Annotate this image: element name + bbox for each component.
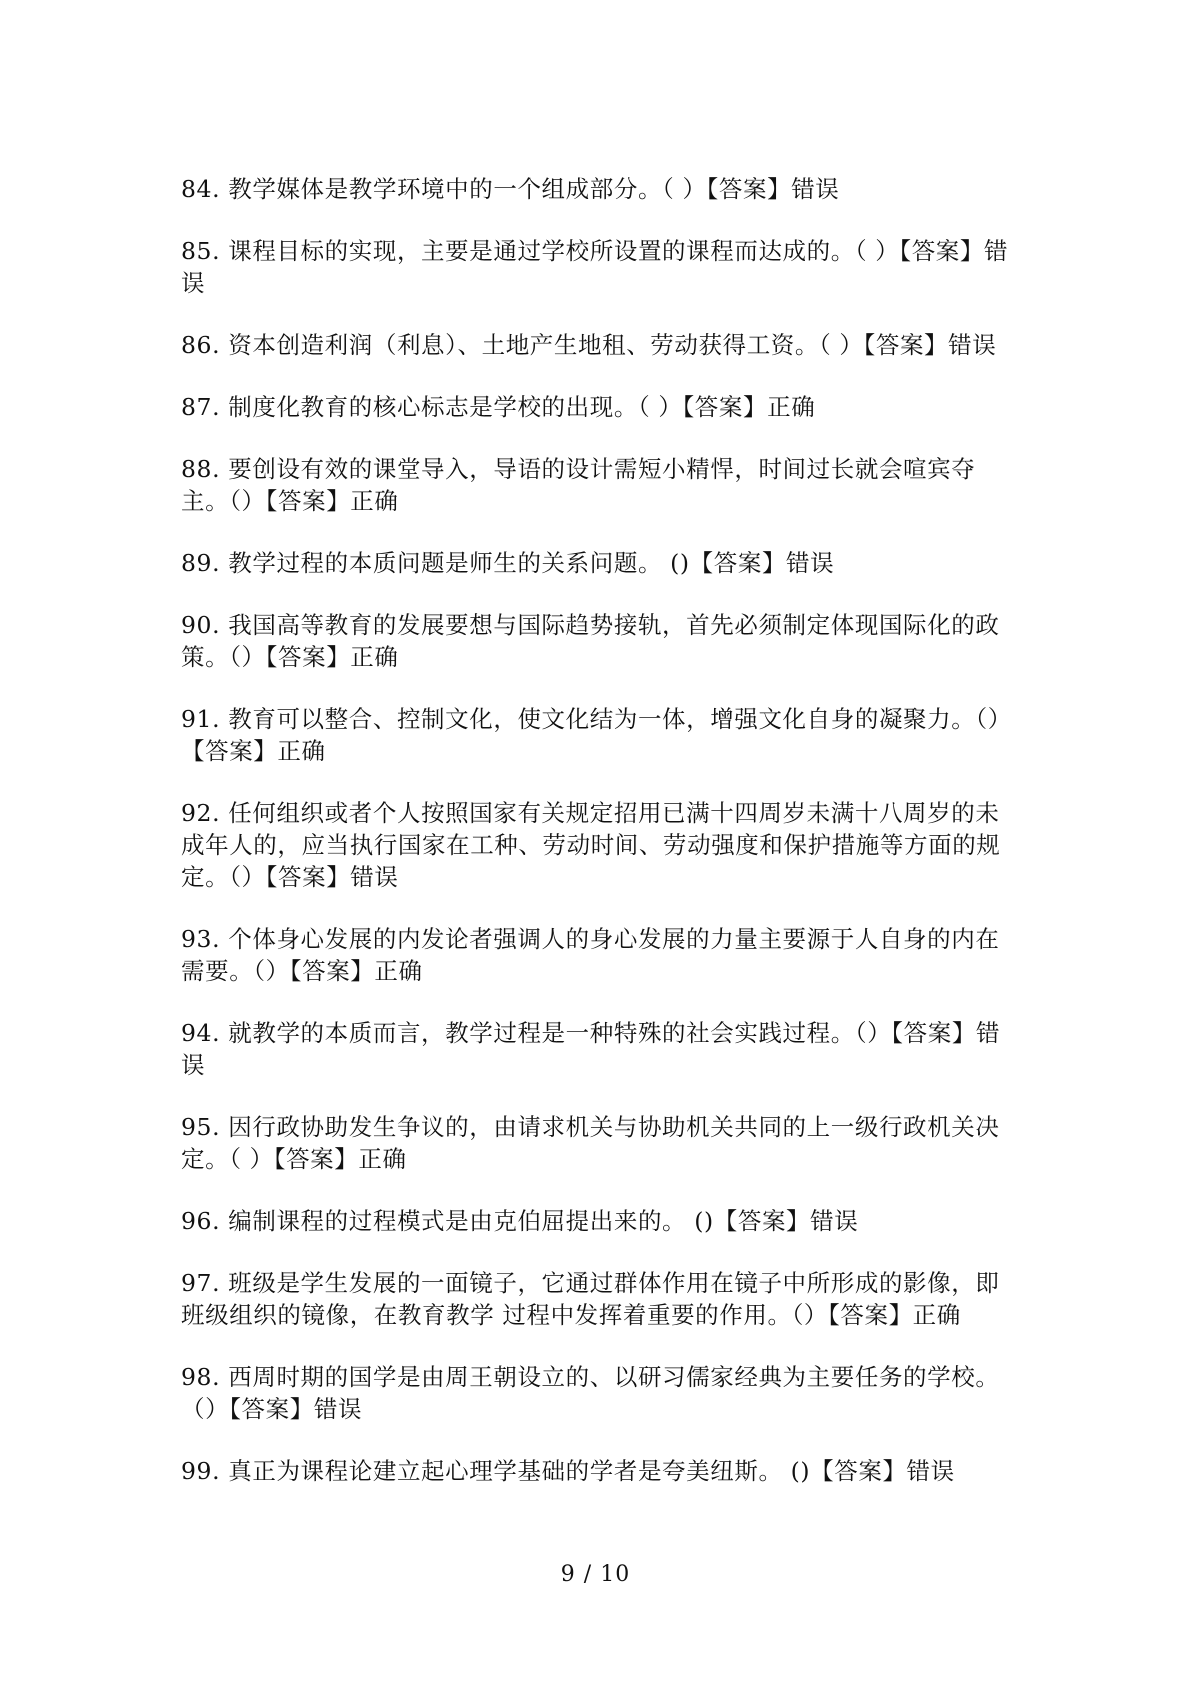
question-97: 97. 班级是学生发展的一面镜子，它通过群体作用在镜子中所形成的影像，即班级组织的镜像，在教育教学 过程中发挥着重要的作用。（）【答案】正确 [181, 1269, 1000, 1329]
page-number: 9 / 10 [560, 1562, 631, 1587]
question-list [181, 173, 1016, 1517]
question-88: 88. 要创设有效的课堂导入，导语的设计需短小精悍，时间过长就会喧宾夺主。（）【答案】正确 [181, 455, 976, 515]
question-96: 96. 编制课程的过程模式是由克伯屈提出来的。 ()【答案】错误 [181, 1207, 859, 1235]
question-89: 89. 教学过程的本质问题是师生的关系问题。 ()【答案】错误 [181, 549, 835, 577]
question-91: 91. 教育可以整合、控制文化，使文化结为一体，增强文化自身的凝聚力。（）【答案】正确 [181, 705, 1012, 765]
question-85: 85. 课程目标的实现，主要是通过学校所设置的课程而达成的。（ ）【答案】错误 [181, 237, 1009, 297]
question-95: 95. 因行政协助发生争议的，由请求机关与协助机关共同的上一级行政机关决定。（ ）【答案】正确 [181, 1113, 1000, 1173]
question-98: 98. 西周时期的国学是由周王朝设立的、以研习儒家经典为主要任务的学校。（）【答案】错误 [181, 1363, 1000, 1423]
question-92: 92. 任何组织或者个人按照国家有关规定招用已满十四周岁未满十八周岁的未成年人的，应当执行国家在工种、劳动时间、劳动强度和保护措施等方面的规定。（）【答案】错误 [181, 799, 1001, 891]
question-84: 84. 教学媒体是教学环境中的一个组成部分。（ ）【答案】错误 [181, 175, 840, 203]
question-87: 87. 制度化教育的核心标志是学校的出现。（ ）【答案】正确 [181, 393, 816, 421]
question-90: 90. 我国高等教育的发展要想与国际趋势接轨，首先必须制定体现国际化的政策。（）【答案】正确 [181, 611, 1000, 671]
question-93: 93. 个体身心发展的内发论者强调人的身心发展的力量主要源于人自身的内在需要。（）【答案】正确 [181, 925, 1000, 985]
question-94: 94. 就教学的本质而言，教学过程是一种特殊的社会实践过程。（）【答案】错误 [181, 1019, 1001, 1079]
question-99: 99. 真正为课程论建立起心理学基础的学者是夸美纽斯。 ()【答案】错误 [181, 1457, 955, 1485]
question-86: 86. 资本创造利润（利息）、土地产生地租、劳动获得工资。（ ）【答案】错误 [181, 331, 997, 359]
